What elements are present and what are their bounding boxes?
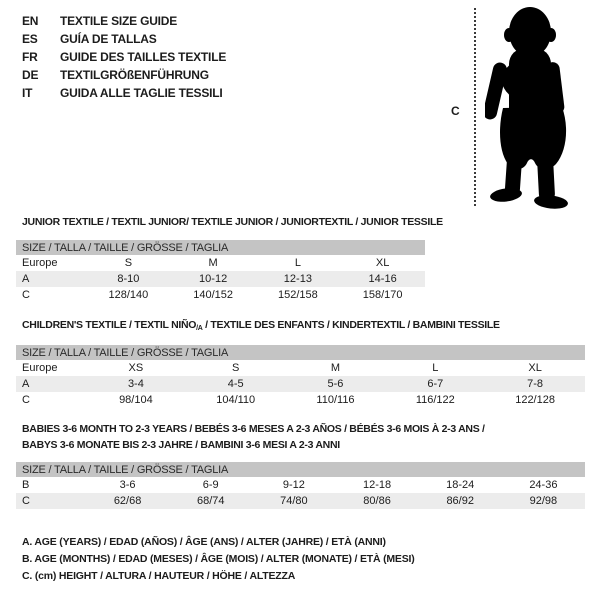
table-cell: 158/170: [362, 289, 403, 301]
table-cell: M: [330, 362, 341, 374]
language-row-de: [22, 66, 226, 84]
table-cell: 128/140: [108, 289, 149, 301]
junior-section-title: JUNIOR TEXTILE / TEXTIL JUNIOR/ TEXTILE JUNIOR / JUNIORTEXTIL / JUNIOR TESSILE: [22, 216, 443, 228]
table-cell: L: [432, 362, 439, 374]
table-row-height: [16, 493, 585, 509]
table-cell: 68/74: [169, 493, 252, 509]
language-code: IT: [22, 86, 33, 100]
table-row-age: [16, 271, 425, 287]
table-cell: 80/86: [335, 493, 418, 509]
table-cell: 74/80: [252, 493, 335, 509]
height-measure-dotted-line: [474, 8, 476, 206]
table-row-height: [16, 392, 585, 408]
table-cell: 10-12: [171, 271, 256, 287]
children-title-pre: CHILDREN'S TEXTILE / TEXTIL NIÑO: [22, 319, 197, 331]
row-label: C: [22, 394, 30, 406]
table-cell: 18-24: [446, 479, 475, 491]
language-row-en: [22, 12, 226, 30]
row-label: A: [16, 376, 86, 392]
table-cell: 140/152: [193, 289, 233, 301]
language-row-it: [22, 84, 226, 102]
table-cell: 116/122: [415, 394, 455, 406]
language-title: TEXTILE SIZE GUIDE: [60, 14, 178, 28]
table-cell: 12-13: [256, 271, 341, 287]
babies-size-table: [16, 462, 585, 509]
size-header-row: [16, 462, 585, 477]
table-cell: 6-7: [385, 376, 485, 392]
table-cell: 104/110: [216, 394, 256, 406]
table-cell: 4-5: [186, 376, 286, 392]
size-header-row: [16, 345, 585, 360]
table-row-age: [16, 376, 585, 392]
table-cell: 110/116: [316, 394, 355, 406]
table-cell: XS: [128, 362, 144, 374]
table-cell: S: [232, 362, 240, 374]
table-cell: 7-8: [485, 376, 585, 392]
legend-line-a: A. AGE (YEARS) / EDAD (AÑOS) / ÂGE (ANS) / ALTER (JAHRE) / ETÀ (ANNI): [22, 536, 386, 548]
row-label: C: [16, 493, 86, 509]
table-cell: XL: [528, 362, 542, 374]
legend-line-c: C. (cm) HEIGHT / ALTURA / HAUTEUR / HÖHE / ALTEZZA: [22, 570, 296, 582]
table-cell: 3-6: [119, 479, 136, 491]
junior-size-table: [16, 240, 425, 303]
size-header-row: [16, 240, 425, 255]
table-row-region: [16, 360, 585, 376]
row-label: B: [22, 479, 30, 491]
language-title-list: [22, 12, 226, 102]
row-label: A: [16, 271, 86, 287]
table-cell: 5-6: [286, 376, 386, 392]
table-cell: 92/98: [502, 493, 585, 509]
height-figure: [445, 4, 595, 216]
children-size-table: [16, 345, 585, 408]
language-row-es: [22, 30, 226, 48]
row-label: Europe: [22, 362, 58, 374]
table-cell: 3-4: [86, 376, 186, 392]
children-section-title: [22, 319, 500, 332]
language-title: TEXTILGRÖßENFÜHRUNG: [60, 68, 209, 82]
language-row-fr: [22, 48, 226, 66]
table-cell: S: [124, 257, 133, 269]
table-cell: 152/158: [277, 289, 318, 301]
language-code: EN: [22, 14, 39, 28]
table-row-region: [16, 255, 425, 271]
babies-section-title-line2: BABYS 3-6 MONATE BIS 2-3 JAHRE / BAMBINI 3-6 MESI A 2-3 ANNI: [22, 439, 340, 451]
legend-line-b: B. AGE (MONTHS) / EDAD (MESES) / ÂGE (MOIS) / ALTER (MONATE) / ETÀ (MESI): [22, 553, 415, 565]
children-title-post: / TEXTILE DES ENFANTS / KINDERTEXTIL / BAMBINI TESSILE: [202, 319, 500, 331]
table-cell: 62/68: [86, 493, 169, 509]
table-row-age-months: [16, 477, 585, 493]
size-header-cell: SIZE / TALLA / TAILLE / GRÖSSE / TAGLIA: [16, 462, 585, 477]
table-cell: 98/104: [119, 394, 153, 406]
measurement-legend: [22, 536, 415, 587]
row-label: Europe: [22, 257, 58, 269]
size-header-cell: SIZE / TALLA / TAILLE / GRÖSSE / TAGLIA: [16, 240, 425, 255]
table-cell: M: [208, 257, 218, 269]
table-cell: 6-9: [202, 479, 219, 491]
table-cell: 9-12: [282, 479, 305, 491]
language-code: ES: [22, 32, 38, 46]
language-title: GUIDE DES TAILLES TEXTILE: [60, 50, 227, 64]
table-cell: 8-10: [86, 271, 171, 287]
table-cell: 86/92: [419, 493, 502, 509]
height-measure-label: C: [451, 104, 460, 118]
language-code: DE: [22, 68, 39, 82]
language-title: GUIDA ALLE TAGLIE TESSILI: [60, 86, 223, 100]
table-row-height: [16, 287, 425, 303]
table-cell: 12-18: [362, 479, 392, 491]
babies-section-title-line1: BABIES 3-6 MONTH TO 2-3 YEARS / BEBÉS 3-6 MESES A 2-3 AÑOS / BÉBÉS 3-6 MOIS À 2-3 ANS /: [22, 423, 485, 435]
table-cell: XL: [375, 257, 390, 269]
table-cell: 122/128: [515, 394, 555, 406]
table-cell: L: [294, 257, 301, 269]
row-label: C: [22, 289, 30, 301]
table-cell: 24-36: [529, 479, 558, 491]
children-title-subscript: /A: [196, 325, 203, 332]
language-title: GUÍA DE TALLAS: [60, 32, 157, 46]
language-code: FR: [22, 50, 38, 64]
table-cell: 14-16: [340, 271, 425, 287]
size-header-cell: SIZE / TALLA / TAILLE / GRÖSSE / TAGLIA: [16, 345, 585, 360]
toddler-silhouette-icon: [485, 4, 593, 210]
